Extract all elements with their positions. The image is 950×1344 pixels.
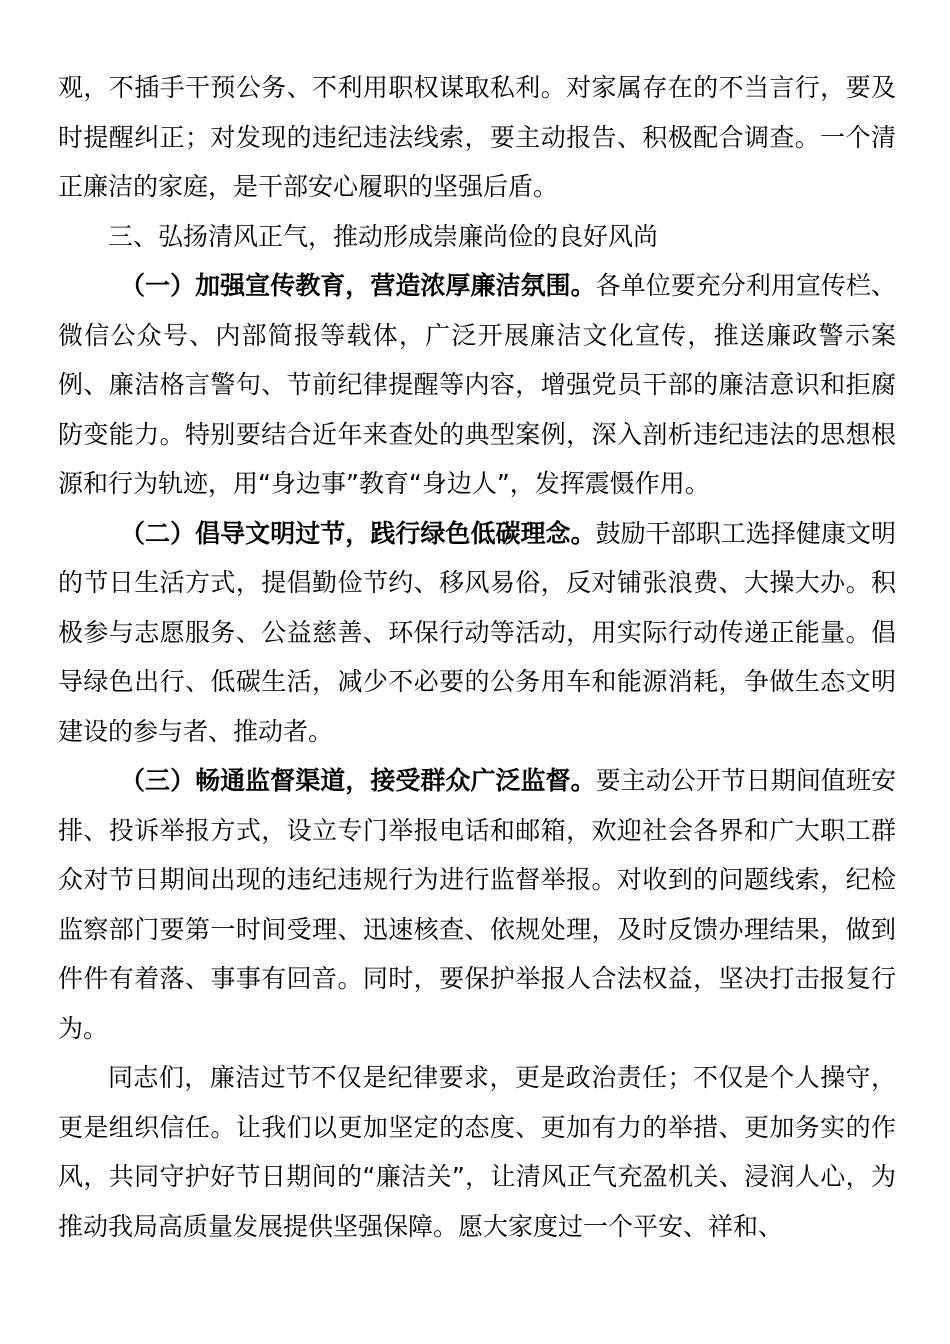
item-title-2: （二）倡导文明过节，践行绿色低碳理念。 [120,518,596,548]
item-title-1: （一）加强宣传教育，营造浓厚廉洁氛围。 [120,271,596,300]
item-body-2: 鼓励干部职工选择健康文明的节日生活方式，提倡勤俭节约、移风易俗，反对铺张浪费、大操大办。积极参与志愿服务、公益慈善、环保行动等活动，用实际行动传递正能量。倡导绿色出行、低碳生活，减少不必要的公务用车和能源消耗，争做生态文明建设的参与者、推动者。 [58,518,896,746]
document-page [58,63,896,1251]
continuation-paragraph: 观，不插手干预公务、不利用职权谋取私利。对家属存在的不当言行，要及时提醒纠正；对发现的违纪违法线索，要主动报告、积极配合调查。一个清正廉洁的家庭，是干部安心履职的坚强后盾。 [58,73,896,201]
item-body-3: 要主动公开节日期间值班安排、投诉举报方式，设立专门举报电话和邮箱，欢迎社会各界和广大职工群众对节日期间出现的违纪违规行为进行监督举报。对收到的问题线索，纪检监察部门要第一时间受理、迅速核查、依规处理，及时反馈办理结果，做到件件有着落、事事有回音。同时，要保护举报人合法权益，坚决打击报复行为。 [58,766,896,1043]
item-paragraph-2 [58,509,896,757]
item-paragraph-3 [58,756,896,1053]
closing-paragraph: 同志们，廉洁过节不仅是纪律要求，更是政治责任；不仅是个人操守，更是组织信任。让我们以更加坚定的态度、更加有力的举措、更加务实的作风，共同守护好节日期间的“廉洁关”，让清风正气充盈机关、浸润人心，为推动我局高质量发展提供坚强保障。愿大家度过一个平安、祥和、 [58,1063,896,1241]
item-paragraph-1 [58,261,896,509]
section-heading: 三、弘扬清风正气，推动形成崇廉尚俭的良好风尚 [108,221,659,251]
item-body-1: 各单位要充分利用宣传栏、微信公众号、内部简报等载体，广泛开展廉洁文化宣传，推送廉政警示案例、廉洁格言警句、节前纪律提醒等内容，增强党员干部的廉洁意识和拒腐防变能力。特别要结合近年来查处的典型案例，深入剖析违纪违法的思想根源和行为轨迹，用“身边事”教育“身边人”，发挥震慑作用。 [58,271,896,498]
item-title-3: （三）畅通监督渠道，接受群众广泛监督。 [120,766,596,795]
